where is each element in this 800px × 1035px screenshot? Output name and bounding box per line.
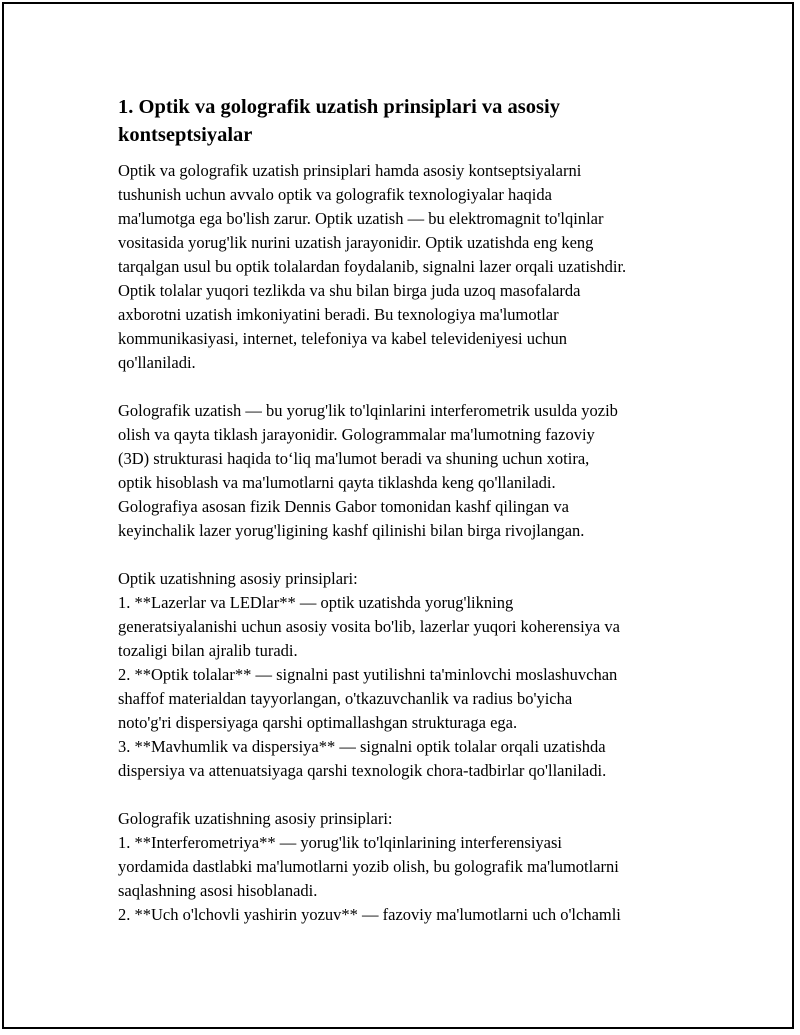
paragraph-holographic-intro: Golografik uzatish — bu yorug'lik to'lqinlarini interferometrik usulda yozib olish va qayta tiklash jarayonidir. Gologrammalar ma'lumotning fazoviy (3D) strukturasi haqida to‘liq ma'lumot beradi va shuning uchun xotira, optik hisoblash va ma'lumotlarni qayta tiklashda keng qo'llaniladi. Golografiya asosan fizik Dennis Gabor tomonidan kashf qilingan va keyinchalik lazer yorug'ligining kashf qilinishi bilan birga rivojlangan.	[118, 401, 618, 540]
paragraph-gap	[118, 783, 698, 807]
paragraph-gap	[118, 375, 698, 399]
paragraph-optical-intro: Optik va golografik uzatish prinsiplari hamda asosiy kontseptsiyalarni tushunish uchun avvalo optik va golografik texnologiyalar haqida ma'lumotga ega bo'lish zarur. Optik uzatish — bu elektromagnit to'lqinlar vositasida yorug'lik nurini uzatish jarayonidir. Optik uzatishda eng keng tarqalgan usul bu optik tolalardan foydalanib, signalni lazer orqali uzatishdir. Optik tolalar yuqori tezlikda va shu bilan birga juda uzoq masofalarda axborotni uzatish imkoniyatini beradi. Bu texnologiya ma'lumotlar kommunikasiyasi, internet, telefoniya va kabel televideniyesi uchun qo'llaniladi.	[118, 161, 627, 372]
document-body	[118, 93, 698, 927]
paragraph-holographic-principles: Golografik uzatishning asosiy prinsiplari: 1. **Interferometriya** — yorug'lik to'lqinlarining interferensiyasi yordamida dastlabki ma'lumotlarni yozib olish, bu golografik ma'lumotlarni saqlashning asosi hisoblanadi. 2. **Uch o'lchovli yashirin yozuv** — fazoviy ma'lumotlarni uch o'lchamli	[118, 809, 621, 924]
paragraph-gap	[118, 543, 698, 567]
paragraph-optical-principles: Optik uzatishning asosiy prinsiplari: 1. **Lazerlar va LEDlar** — optik uzatishda yorug'likning generatsiyalanishi uchun asosiy vosita bo'lib, lazerlar yuqori koherensiya va tozaligi bilan ajralib turadi. 2. **Optik tolalar** — signalni past yutilishni ta'minlovchi moslashuvchan shaffof materialdan tayyorlangan, o'tkazuvchanlik va radius bo'yicha noto'g'ri dispersiyaga qarshi optimallashgan strukturaga ega. 3. **Mavhumlik va dispersiya** — signalni optik tolalar orqali uzatishda dispersiya va attenuatsiyaga qarshi texnologik chora-tadbirlar qo'llaniladi.	[118, 569, 620, 780]
section-heading: 1. Optik va golografik uzatish prinsiplari va asosiy kontseptsiyalar	[118, 96, 560, 146]
